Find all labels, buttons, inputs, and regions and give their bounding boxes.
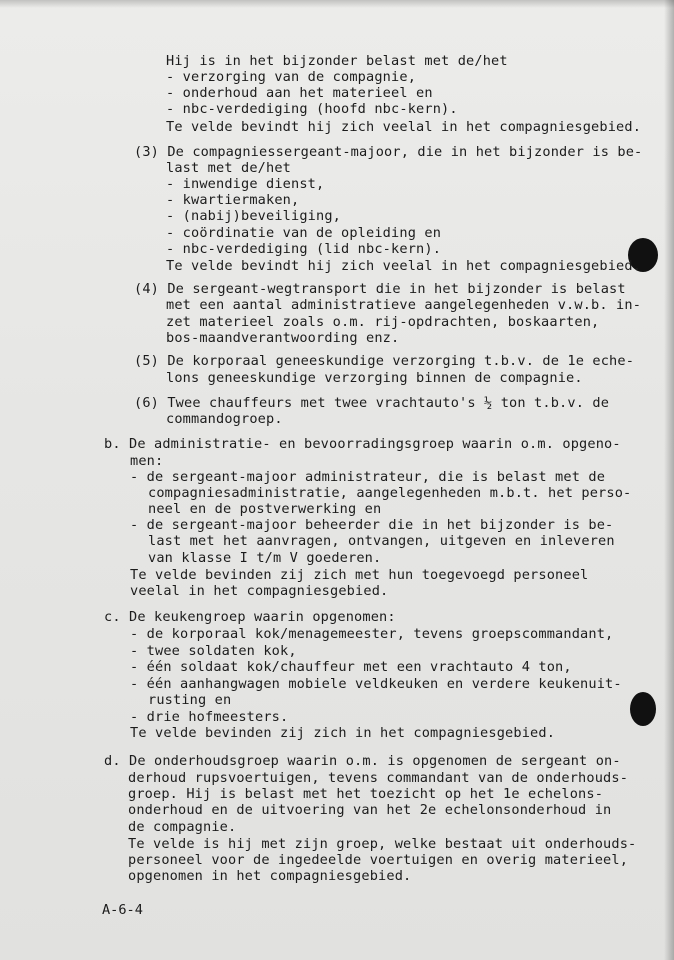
text-line: (3) De compagniessergeant-majoor, die in het bijzonder is be- <box>134 144 643 160</box>
text-line: c. De keukengroep waarin opgenomen: <box>104 609 396 625</box>
text-line: van klasse I t/m V goederen. <box>148 550 382 566</box>
text-line: bos-maandverantwoording enz. <box>166 330 400 346</box>
text-line: - (nabij)beveiliging, <box>166 208 342 224</box>
text-line: - drie hofmeesters. <box>130 709 289 725</box>
text-line: - nbc-verdediging (lid nbc-kern). <box>166 241 442 257</box>
text-line: (5) De korporaal geneeskundige verzorging t.b.v. de 1e eche- <box>134 353 635 369</box>
text-line: - de sergeant-majoor beheerder die in het bijzonder is be- <box>130 517 614 533</box>
text-line: zet materieel zoals o.m. rij-opdrachten, boskaarten, <box>166 314 600 330</box>
text-line: de compagnie. <box>128 819 237 835</box>
text-line: - nbc-verdediging (hoofd nbc-kern). <box>166 101 458 117</box>
text-line: last met het aanvragen, ontvangen, uitgeven en inleveren <box>148 533 615 549</box>
text-line: - één aanhangwagen mobiele veldkeuken en verdere keukenuit- <box>130 676 622 692</box>
text-line: Te velde bevinden zij zich met hun toegevoegd personeel <box>130 567 589 583</box>
text-line: d. De onderhoudsgroep waarin o.m. is opgenomen de sergeant on- <box>104 753 621 769</box>
page-top-shadow <box>0 0 674 8</box>
text-line: opgenomen in het compagniesgebied. <box>128 868 412 884</box>
text-line: met een aantal administratieve aangelegenheden v.w.b. in- <box>166 297 642 313</box>
text-line: (6) Twee chauffeurs met twee vrachtauto's ½ ton t.b.v. de <box>134 395 610 411</box>
text-line: veelal in het compagniesgebied. <box>130 583 389 599</box>
text-line: compagniesadministratie, aangelegenheden m.b.t. het perso- <box>148 485 632 501</box>
text-line: groep. Hij is belast met het toezicht op het 1e echelons- <box>128 786 604 802</box>
text-line: - twee soldaten kok, <box>130 643 297 659</box>
text-line: men: <box>130 453 164 469</box>
text-line: - kwartiermaken, <box>166 192 300 208</box>
text-line: - inwendige dienst, <box>166 176 325 192</box>
text-line: - één soldaat kok/chauffeur met een vrachtauto 4 ton, <box>130 659 572 675</box>
text-line: - de sergeant-majoor administrateur, die is belast met de <box>130 469 606 485</box>
text-line: - onderhoud aan het materieel en <box>166 85 433 101</box>
text-line: commandogroep. <box>166 411 283 427</box>
page-number: A-6-4 <box>102 902 143 918</box>
punch-hole <box>630 692 656 726</box>
text-line: onderhoud en de uitvoering van het 2e echelonsonderhoud in <box>128 802 612 818</box>
page-edge-shadow <box>664 0 674 960</box>
text-line: lons geneeskundige verzorging binnen de compagnie. <box>166 370 583 386</box>
text-line: - de korporaal kok/menagemeester, tevens groepscommandant, <box>130 626 614 642</box>
text-line: last met de/het <box>166 160 292 176</box>
text-line: Te velde bevinden zij zich in het compagniesgebied. <box>130 725 556 741</box>
text-line: Hij is in het bijzonder belast met de/het <box>166 53 508 69</box>
text-line: - coördinatie van de opleiding en <box>166 225 442 241</box>
text-line: Te velde bevindt hij zich veelal in het compagniesgebied. <box>166 119 642 135</box>
text-line: derhoud rupsvoertuigen, tevens commandant van de onderhouds- <box>128 770 629 786</box>
text-line: Te velde bevindt hij zich veelal in het compagniesgebied. <box>166 258 642 274</box>
text-line: b. De administratie- en bevoorradingsgroep waarin o.m. opgeno- <box>104 436 621 452</box>
text-line: - verzorging van de compagnie, <box>166 69 417 85</box>
text-line: (4) De sergeant-wegtransport die in het bijzonder is belast <box>134 281 626 297</box>
text-line: personeel voor de ingedeelde voertuigen en overig materieel, <box>128 852 629 868</box>
text-line: Te velde is hij met zijn groep, welke bestaat uit onderhouds- <box>128 836 637 852</box>
text-line: rusting en <box>148 692 232 708</box>
text-line: neel en de postverwerking en <box>148 501 382 517</box>
